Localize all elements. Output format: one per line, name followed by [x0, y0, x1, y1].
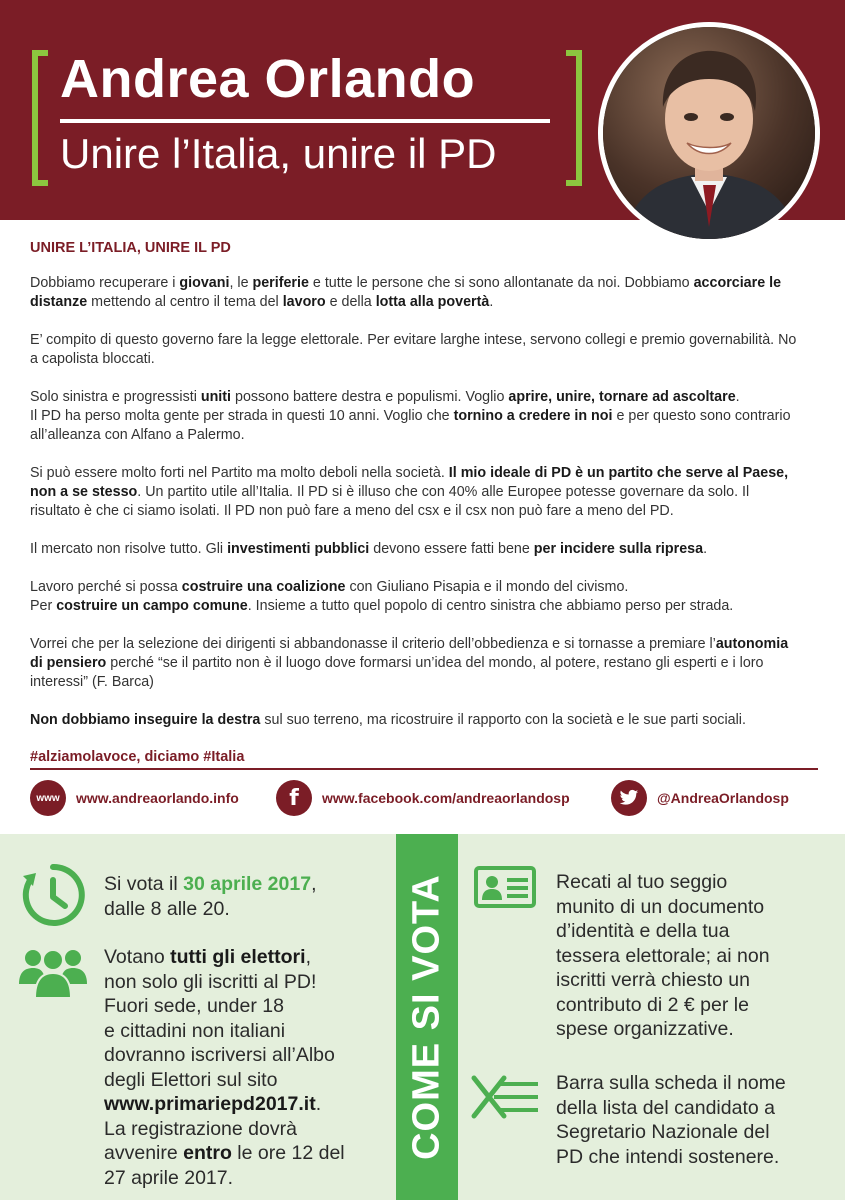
clock-icon: [20, 862, 86, 933]
facebook-icon: f: [276, 780, 312, 816]
paragraph: Si può essere molto forti nel Partito ma molto deboli nella società. Il mio ideale di PD è un partito che serve al Paese, non a se stesso. Un partito utile all’Italia. Il PD si è illuso che con 40% alle Europee potesse governare da solo. Il risultato è che ci siamo isolati. Il PD non può fare a meno del csx e il csx non può fare a meno del PD.: [30, 465, 789, 519]
document-info: Recati al tuo seggio munito di un documento d’identità e della tua tessera elettorale; ai non iscritti verrà chiesto un contributo di 2 € per le spese organizzative.: [556, 871, 770, 1040]
band-label-container: [396, 834, 458, 1200]
campaign-slogan: Unire l’Italia, unire il PD: [60, 130, 497, 177]
ballot-cross-icon: [470, 1074, 542, 1125]
voter-eligibility-info: Votano tutti gli elettori, non solo gli iscritti al PD! Fuori sede, under 18 e cittadini non italiani dovranno iscriversi all’Albo degli Elettori sul sito www.primariepd2017.it. La registrazione dovrà avvenire entro le ore 12 del 27 aprile 2017.: [104, 946, 345, 1189]
paragraph: Solo sinistra e progressisti uniti possono battere destra e populismi. Voglio aprire, unire, tornare ad ascoltare. Il PD ha perso molta gente per strada in questi 10 anni. Voglio che tornino a credere in noi e per questo sono contrario all’alleanza con Alfano a Palermo.: [30, 389, 791, 443]
left-bracket-decoration: [32, 50, 48, 186]
paragraph: Dobbiamo recuperare i giovani, le periferie e tutte le persone che si sono allontanate da noi. Dobbiamo accorciare le distanze mettendo al centro il tema del lavoro e della lotta alla povertà.: [30, 275, 782, 310]
id-card-icon: [474, 866, 536, 913]
paragraph: Il mercato non risolve tutto. Gli investimenti pubblici devono essere fatti bene per incidere sulla ripresa.: [30, 541, 708, 557]
vote-date-info: Si vota il 30 aprile 2017, dalle 8 alle 20.: [104, 873, 317, 920]
section-divider: [30, 768, 818, 770]
facebook-url[interactable]: www.facebook.com/andreaorlandosp: [322, 790, 570, 806]
ballot-info: Barra sulla scheda il nome della lista del candidato a Segretario Nazionale del PD che intendi sostenere.: [556, 1072, 786, 1168]
twitter-handle[interactable]: @AndreaOrlandosp: [657, 790, 789, 806]
website-link[interactable]: [30, 778, 239, 818]
people-icon: [18, 944, 88, 1003]
facebook-link[interactable]: [276, 778, 570, 818]
candidate-name: Andrea Orlando: [60, 49, 476, 109]
globe-icon: www: [30, 780, 66, 816]
paragraph: Non dobbiamo inseguire la destra sul suo terreno, ma ricostruire il rapporto con la società e le sue parti sociali.: [30, 712, 746, 728]
twitter-icon: [611, 780, 647, 816]
candidate-photo: [598, 22, 820, 244]
paragraph: E’ compito di questo governo fare la legge elettorale. Per evitare larghe intese, servono collegi e premio governabilità. No a capolista bloccati.: [30, 332, 797, 367]
right-bracket-decoration: [566, 50, 582, 186]
twitter-link[interactable]: [611, 778, 789, 818]
section-title: UNIRE L’ITALIA, UNIRE IL PD: [30, 240, 231, 256]
website-url[interactable]: www.andreaorlando.info: [76, 790, 239, 806]
paragraph: Vorrei che per la selezione dei dirigenti si abbandonasse il criterio dell’obbedienza e si tornasse a premiare l’autonomia di pensiero perché “se il partito non è il luogo dove formarsi un’idea del mondo, al potere, restano gli esperti e i loro interessi” (F. Barca): [30, 636, 789, 690]
paragraph: Lavoro perché si possa costruire una coalizione con Giuliano Pisapia e il mondo del civismo. Per costruire un campo comune. Insieme a tutto quel popolo di centro sinistra che abbiamo perso per strada.: [30, 579, 734, 614]
band-label: COME SI VOTA: [405, 874, 448, 1160]
header-divider: [60, 119, 550, 123]
hashtag: #alziamolavoce, diciamo #Italia: [30, 749, 245, 765]
how-to-vote-section: [0, 834, 845, 1200]
manifesto-section: [30, 232, 800, 765]
